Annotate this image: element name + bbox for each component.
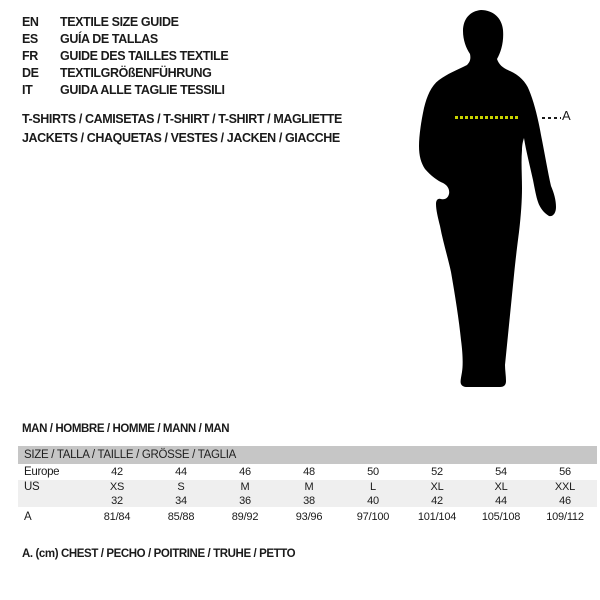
language-row [22,81,228,98]
table-cell: 38 [303,494,315,507]
table-cell: 97/100 [356,511,390,523]
table-cell: 46 [559,494,571,507]
table-cell: 50 [367,466,379,478]
table-cell: 34 [175,494,187,507]
measure-leader-dash-line [542,117,561,119]
man-silhouette [405,10,565,388]
table-cell: 48 [303,466,315,478]
table-row-chest-a [18,507,597,527]
language-code: FR [22,48,38,63]
measure-label-a: A [562,108,571,123]
chest-measure-dash-line [455,116,518,119]
language-title: GUIDE DES TAILLES TEXTILE [60,48,229,63]
language-row [22,64,228,81]
category-line-jackets: JACKETS / CHAQUETAS / VESTES / JACKEN / GIACCHE [22,130,340,145]
table-cell: 93/96 [295,511,323,523]
table-cell: XL [494,481,508,493]
language-code: ES [22,31,38,46]
language-title: GUÍA DE TALLAS [60,31,158,46]
table-cell: 46 [239,466,251,478]
language-row [22,13,228,30]
table-row-us [18,480,597,494]
language-list [22,13,228,98]
table-cell: 44 [495,494,507,507]
table-cell: 89/92 [231,511,259,523]
table-row-europe [18,464,597,480]
table-row-us-numeric [18,494,597,507]
table-cell: M [304,481,314,493]
language-title: TEXTILGRÖßENFÜHRUNG [60,65,212,80]
table-cell: M [240,481,250,493]
language-code: EN [22,14,39,29]
table-cell: 36 [239,494,251,507]
section-heading-man: MAN / HOMBRE / HOMME / MANN / MAN [22,423,230,435]
table-cell: 52 [431,466,443,478]
table-cell: 40 [367,494,379,507]
row-label: A [24,511,32,523]
table-cell: 42 [111,466,123,478]
table-cell: XXL [554,481,576,493]
table-cell: 54 [495,466,507,478]
table-cell: S [177,481,185,493]
language-title: GUIDA ALLE TAGLIE TESSILI [60,82,225,97]
table-cell: 105/108 [481,511,521,523]
category-line-tshirts: T-SHIRTS / CAMISETAS / T-SHIRT / T-SHIRT / MAGLIETTE [22,112,342,126]
language-row [22,30,228,47]
table-cell: 42 [431,494,443,507]
measurement-footnote: A. (cm) CHEST / PECHO / POITRINE / TRUHE / PETTO [22,548,296,560]
table-cell: 44 [175,466,187,478]
language-code: IT [22,82,33,97]
row-label: US [24,481,40,493]
row-label: Europe [24,466,60,478]
table-cell: 109/112 [546,511,584,523]
language-code: DE [22,65,39,80]
table-cell: 56 [559,466,571,478]
table-cell: 85/88 [167,511,195,523]
figure-man [405,10,565,388]
table-cell: 32 [111,494,123,507]
table-cell: XS [109,481,125,493]
table-cell: L [370,481,376,493]
category-list [22,110,342,147]
size-table-header: SIZE / TALLA / TAILLE / GRÖSSE / TAGLIA [18,446,597,464]
table-cell: 101/104 [417,511,457,523]
table-cell: 81/84 [103,511,131,523]
language-row [22,47,228,64]
table-cell: XL [430,481,444,493]
language-title: TEXTILE SIZE GUIDE [60,14,179,29]
size-table [18,446,597,527]
